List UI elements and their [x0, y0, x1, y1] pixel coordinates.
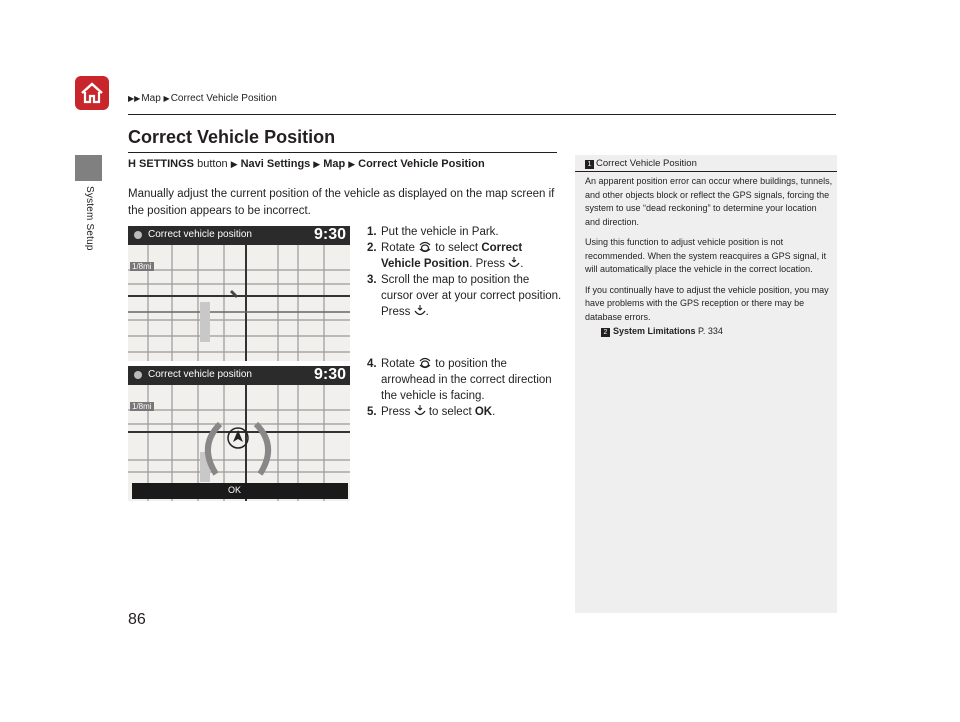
step-2: [367, 240, 562, 272]
ok-label: OK: [228, 485, 242, 495]
step-text: Rotate: [381, 358, 415, 370]
menu-path: [128, 158, 485, 170]
path-item-correct-vehicle-position: Correct Vehicle Position: [358, 158, 485, 170]
note-paragraph: If you continually have to adjust the vehicle position, you may have problems with the GPS reception or there may be database errors.: [585, 284, 829, 322]
step-list: [367, 224, 562, 420]
home-icon[interactable]: [75, 76, 109, 110]
screen-header: [128, 226, 350, 245]
step-text: to select: [435, 242, 479, 254]
h-icon: H: [128, 158, 136, 170]
map-graphic: [128, 226, 350, 361]
step-text: . Press: [469, 258, 505, 270]
breadcrumb: [128, 93, 277, 104]
step-number: 5.: [367, 406, 377, 418]
section-tab-label: System Setup: [84, 186, 95, 251]
step-text: .: [425, 306, 429, 318]
step-text: Put the vehicle in Park.: [381, 226, 499, 238]
step-number: 1.: [367, 226, 377, 238]
header-rule: [128, 114, 836, 115]
reference-label: System Limitations: [613, 326, 696, 336]
note-paragraph: Using this function to adjust vehicle position is not recommended. When the system reacquires a GPS signal, it will automatically place the vehicle in the correct location.: [585, 237, 827, 274]
note-rule: [575, 171, 837, 172]
path-start: SETTINGS: [139, 158, 195, 170]
step-text: Scroll the map to position the cursor over at your correct position. Press: [381, 274, 562, 318]
note-paragraph: An apparent position error can occur where buildings, tunnels, and other objects block or reflect the GPS signals, forcing the system to use “dead reckoning” to determine your location and direction.: [585, 176, 833, 227]
step-4: [367, 356, 562, 404]
step-number: 2.: [367, 242, 377, 254]
step-text: Press: [381, 406, 411, 418]
menu-icon: [134, 371, 142, 379]
step-text: .: [520, 258, 524, 270]
page-title: Correct Vehicle Position: [128, 127, 336, 147]
note-body: [585, 175, 833, 339]
path-arrow-icon: ▶: [313, 159, 321, 169]
nav-screenshot-1: [128, 226, 350, 361]
breadcrumb-item-current: Correct Vehicle Position: [170, 93, 277, 104]
path-item-navi-settings: Navi Settings: [240, 158, 311, 170]
breadcrumb-arrow-icon: ▶: [163, 94, 170, 103]
path-arrow-icon: ▶: [230, 159, 238, 169]
page-number: 86: [128, 611, 146, 628]
step-text: to position the arrowhead in the correct direction the vehicle is facing.: [381, 358, 552, 402]
menu-icon: [134, 231, 142, 239]
note-marker-icon: 1: [585, 160, 594, 169]
step-number: 3.: [367, 274, 377, 286]
screen-title: Correct vehicle position: [148, 229, 252, 240]
note-panel: [575, 155, 837, 613]
step-text: to select: [428, 406, 472, 418]
interface-dial-rotate-icon: [418, 357, 432, 369]
path-start-suffix: button: [197, 158, 228, 170]
nav-screenshot-2: [128, 366, 350, 501]
interface-dial-rotate-icon: [418, 241, 432, 253]
reference-arrow-icon: 2: [601, 328, 610, 337]
interface-dial-press-icon: [414, 305, 426, 317]
intro-text: Manually adjust the current position of the vehicle as displayed on the map screen if the position appears to be incorrect.: [128, 188, 555, 217]
screen-clock: 9:30: [313, 226, 346, 243]
step-5: [367, 404, 562, 420]
cross-reference-link[interactable]: [585, 325, 833, 339]
path-item-map: Map: [323, 158, 346, 170]
screen-clock: 9:30: [313, 366, 346, 383]
ok-button[interactable]: [132, 483, 348, 499]
map-scale: 1/8mi: [132, 262, 152, 271]
interface-dial-press-icon: [414, 405, 426, 417]
interface-dial-press-icon: [508, 257, 520, 269]
section-marker: [75, 155, 102, 181]
map-graphic: [128, 366, 350, 501]
step-text: Rotate: [381, 242, 415, 254]
step-text: .: [492, 406, 496, 418]
breadcrumb-arrow-icon: ▶▶: [128, 94, 141, 103]
note-heading: [585, 158, 697, 169]
step-number: 4.: [367, 358, 377, 370]
screen-title: Correct vehicle position: [148, 369, 252, 380]
step-emphasis: OK: [474, 406, 493, 418]
step-1: [367, 224, 562, 240]
screen-header: [128, 366, 350, 385]
path-arrow-icon: ▶: [348, 159, 356, 169]
note-heading-text: Correct Vehicle Position: [596, 158, 697, 169]
step-emphasis: Correct Vehicle Position: [381, 242, 523, 270]
step-3: [367, 272, 562, 320]
breadcrumb-item-map[interactable]: Map: [141, 93, 161, 104]
map-scale: 1/8mi: [132, 402, 152, 411]
title-rule: [128, 152, 557, 153]
reference-page: P. 334: [698, 326, 723, 336]
